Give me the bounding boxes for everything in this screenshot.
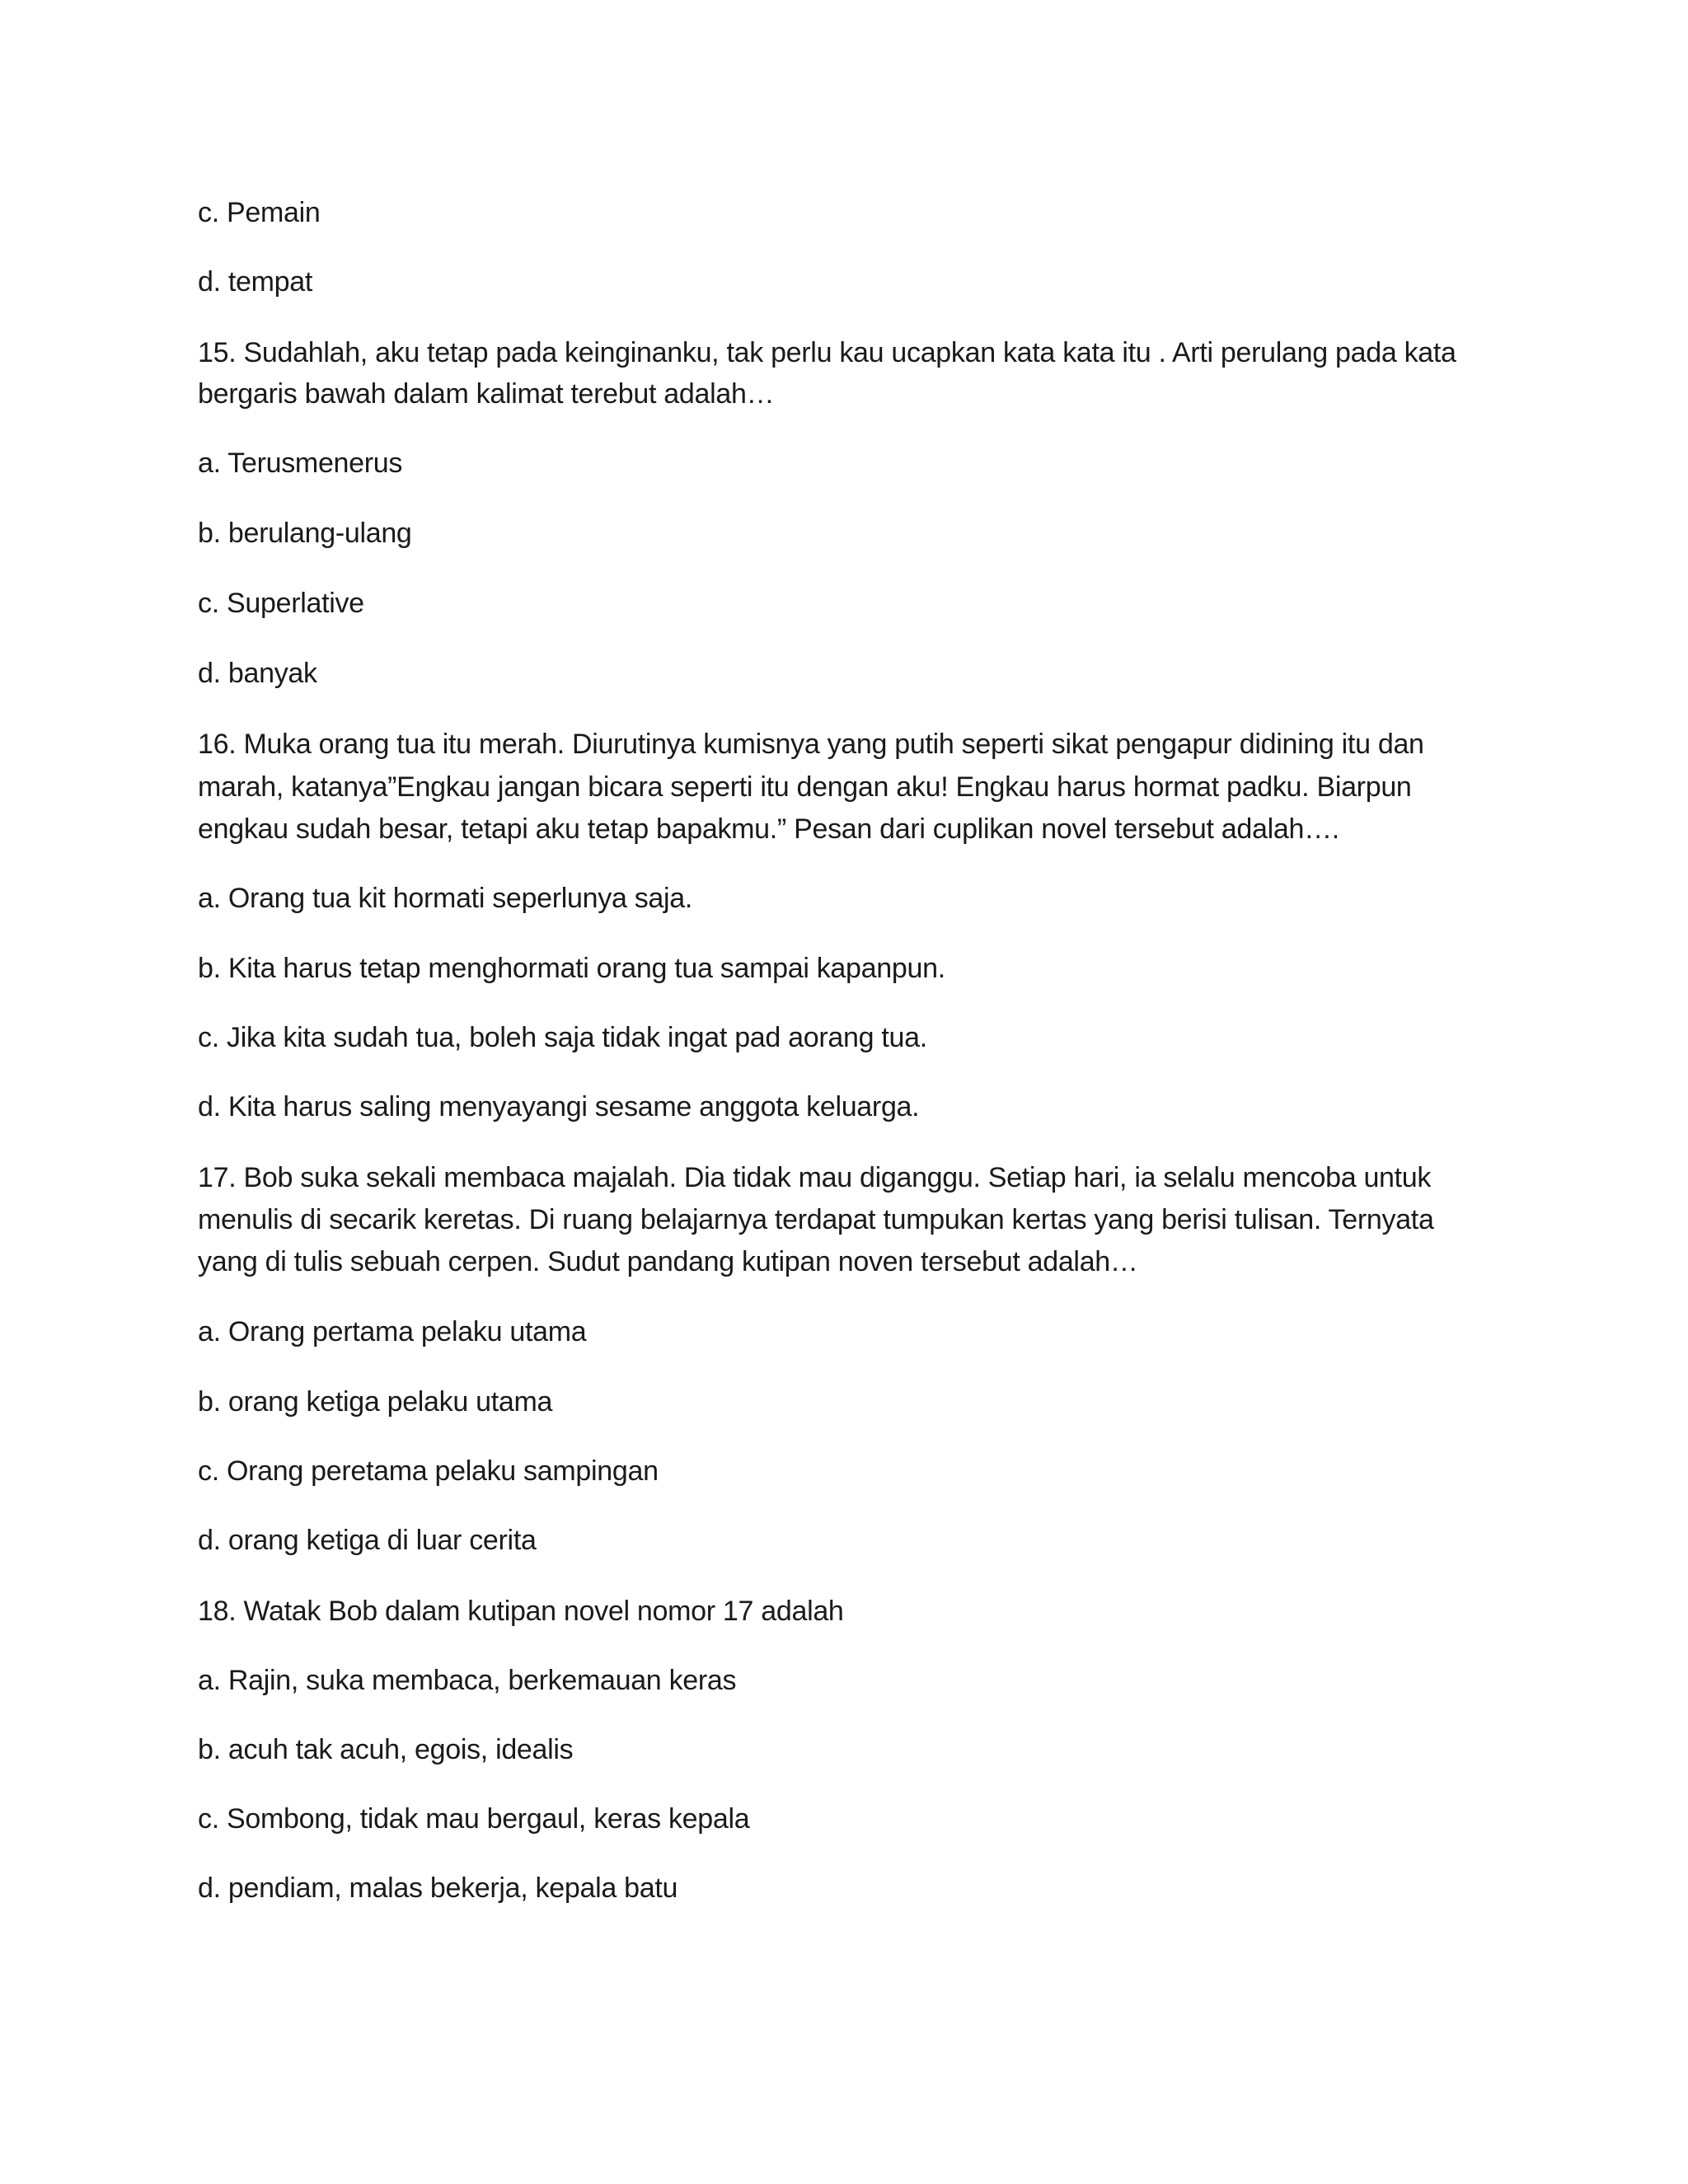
- q16-text-line-2: marah, katanya”Engkau jangan bicara seperti itu dengan aku! Engkau harus hormat padku. Biarpun: [198, 771, 1412, 803]
- q17-text-line-3: yang di tulis sebuah cerpen. Sudut pandang kutipan noven tersebut adalah…: [198, 1246, 1138, 1277]
- q18-option-d: d. pendiam, malas bekerja, kepala batu: [198, 1872, 678, 1904]
- q16-option-a: a. Orang tua kit hormati seperlunya saja.: [198, 883, 693, 914]
- q17-text-line-2: menulis di secarik keretas. Di ruang belajarnya terdapat tumpukan kertas yang berisi tulisan. Ternyata: [198, 1204, 1434, 1235]
- q15-option-c: c. Superlative: [198, 588, 364, 619]
- q16-text-line-3: engkau sudah besar, tetapi aku tetap bapakmu.” Pesan dari cuplikan novel tersebut adalah….: [198, 813, 1339, 845]
- q18-option-b: b. acuh tak acuh, egois, idealis: [198, 1734, 574, 1765]
- q14-option-c: c. Pemain: [198, 197, 321, 228]
- q18-text: 18. Watak Bob dalam kutipan novel nomor 17 adalah: [198, 1596, 844, 1627]
- q17-option-c: c. Orang peretama pelaku sampingan: [198, 1455, 659, 1487]
- q17-option-b: b. orang ketiga pelaku utama: [198, 1386, 553, 1418]
- q15-option-b: b. berulang-ulang: [198, 518, 412, 549]
- q18-option-a: a. Rajin, suka membaca, berkemauan keras: [198, 1665, 737, 1696]
- q15-text-line-2: bergaris bawah dalam kalimat terebut adalah…: [198, 378, 775, 410]
- q17-option-a: a. Orang pertama pelaku utama: [198, 1316, 587, 1347]
- q14-option-d: d. tempat: [198, 266, 313, 298]
- q15-option-d: d. banyak: [198, 658, 317, 689]
- q17-text-line-1: 17. Bob suka sekali membaca majalah. Dia tidak mau diganggu. Setiap hari, ia selalu mencoba untuk: [198, 1162, 1432, 1193]
- q17-option-d: d. orang ketiga di luar cerita: [198, 1525, 537, 1556]
- q16-text-line-1: 16. Muka orang tua itu merah. Diurutinya kumisnya yang putih seperti sikat pengapur didining itu dan: [198, 729, 1424, 760]
- q15-text-line-1: 15. Sudahlah, aku tetap pada keinginanku, tak perlu kau ucapkan kata kata itu . Arti perulang pada kata: [198, 337, 1456, 368]
- q16-option-b: b. Kita harus tetap menghormati orang tua sampai kapanpun.: [198, 953, 945, 984]
- q18-option-c: c. Sombong, tidak mau bergaul, keras kepala: [198, 1803, 750, 1835]
- q15-option-a: a. Terusmenerus: [198, 448, 403, 479]
- q16-option-d: d. Kita harus saling menyayangi sesame anggota keluarga.: [198, 1091, 920, 1122]
- q16-option-c: c. Jika kita sudah tua, boleh saja tidak ingat pad aorang tua.: [198, 1022, 927, 1053]
